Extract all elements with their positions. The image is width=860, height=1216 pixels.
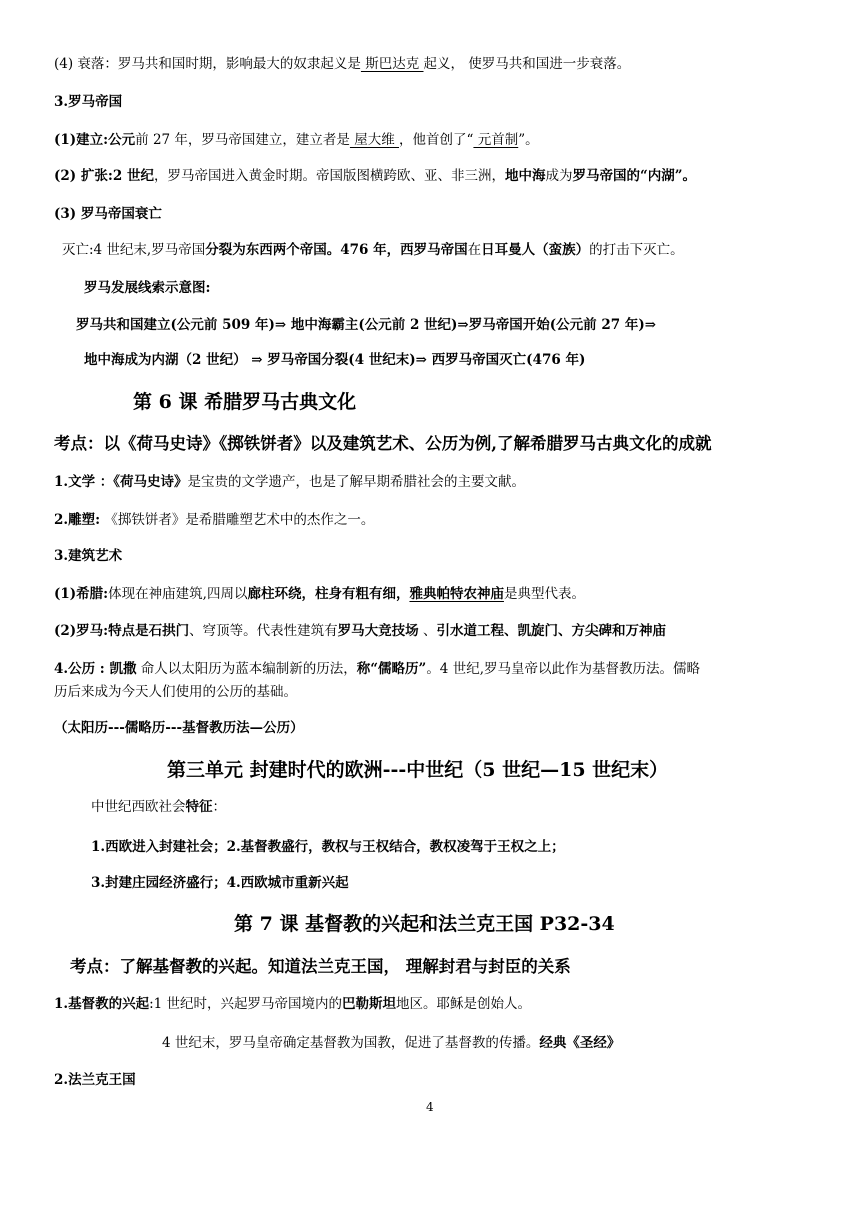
lesson-6-key-point: 考点：以《荷马史诗》《掷铁饼者》以及建筑艺术、公历为例,了解希腊罗马古典文化的成就	[54, 434, 712, 453]
line-sculpture: 2.雕塑: 《掷铁饼者》是希腊雕塑艺术中的杰作之一。	[54, 512, 375, 528]
line-christianity-rise: 1.基督教的兴起:1 世纪时，兴起罗马帝国境内的巴勒斯坦地区。耶稣是创始人。	[54, 996, 532, 1012]
medieval-feature-1: 1.西欧进入封建社会；2.基督教盛行，教权与王权结合，教权凌驾于王权之上；	[91, 839, 565, 855]
timeline-line-1: 罗马共和国建立(公元前 509 年)⇒ 地中海霸主(公元前 2 世纪)⇒罗马帝国开始(公元前 27 年)⇒	[76, 317, 657, 333]
heading-frankish-kingdom: 2.法兰克王国	[54, 1072, 136, 1088]
timeline-line-2: 地中海成为内湖（2 世纪） ⇒ 罗马帝国分裂(4 世纪末)⇒ 西罗马帝国灭亡(476 年)	[84, 352, 586, 368]
timeline-caption: 罗马发展线索示意图:	[84, 280, 211, 296]
medieval-feature-2: 3.封建庄园经济盛行；4.西欧城市重新兴起	[91, 875, 349, 891]
line-roman-decline: (4) 衰落：罗马共和国时期，影响最大的奴隶起义是 斯巴达克 起义， 使罗马共和国进一步衰落。	[54, 56, 631, 72]
answer-octavian: 屋大维	[349, 132, 400, 148]
line-calendar: 4.公历 : 凯撒 命人以太阳历为蓝本编制新的历法，称“儒略历”。4 世纪,罗马皇帝以此作为基督教历法。儒略	[54, 661, 700, 677]
lesson-7-key-point: 考点：了解基督教的兴起。知道法兰克王国， 理解封君与封臣的关系	[70, 957, 571, 976]
line-greek-architecture: (1)希腊:体现在神庙建筑,四周以廊柱环绕，柱身有粗有细，雅典帕特农神庙是典型代表。	[54, 586, 585, 602]
line-state-religion: 4 世纪末，罗马皇帝确定基督教为国教，促进了基督教的传播。经典《圣经》	[162, 1035, 621, 1051]
heading-roman-empire: 3.罗马帝国	[54, 94, 123, 110]
line-empire-collapse: 灭亡:4 世纪末,罗马帝国分裂为东西两个帝国。476 年，西罗马帝国在日耳曼人（蛮族）的打击下灭亡。	[62, 242, 684, 258]
heading-empire-fall: (3) 罗马帝国衰亡	[54, 206, 162, 222]
line-empire-founding: (1)建立:公元前 27 年，罗马帝国建立，建立者是 屋大维 ，他首创了“ 元首制”。	[54, 132, 539, 148]
lesson-7-title: 第 7 课 基督教的兴起和法兰克王国 P32-34	[234, 913, 615, 935]
line-medieval-features: 中世纪西欧社会特征：	[91, 799, 226, 815]
lesson-6-title: 第 6 课 希腊罗马古典文化	[133, 391, 357, 413]
calendar-chain: （太阳历---儒略历---基督教历法—公历）	[54, 720, 304, 736]
line-empire-expansion: (2) 扩张:2 世纪，罗马帝国进入黄金时期。帝国版图横跨欧、亚、非三洲，地中海成为罗马帝国的“内湖”。	[54, 168, 696, 184]
page-number: 4	[426, 1100, 434, 1114]
line-roman-architecture: (2)罗马:特点是石拱门、穹顶等。代表性建筑有罗马大竞技场 、引水道工程、凯旋门、方尖碑和万神庙	[54, 623, 666, 639]
line-calendar-cont: 历后来成为今天人们使用的公历的基础。	[54, 684, 297, 700]
line-literature: 1.文学 ：《荷马史诗》是宝贵的文学遗产，也是了解早期希腊社会的主要文献。	[54, 474, 526, 490]
unit-3-title: 第三单元 封建时代的欧洲---中世纪（5 世纪—15 世纪末）	[167, 759, 669, 781]
answer-spartacus: 斯巴达克	[360, 56, 424, 72]
parthenon-text: 雅典帕特农神庙	[409, 586, 504, 602]
answer-principate: 元首制	[473, 132, 519, 148]
heading-architecture: 3.建筑艺术	[54, 548, 123, 564]
